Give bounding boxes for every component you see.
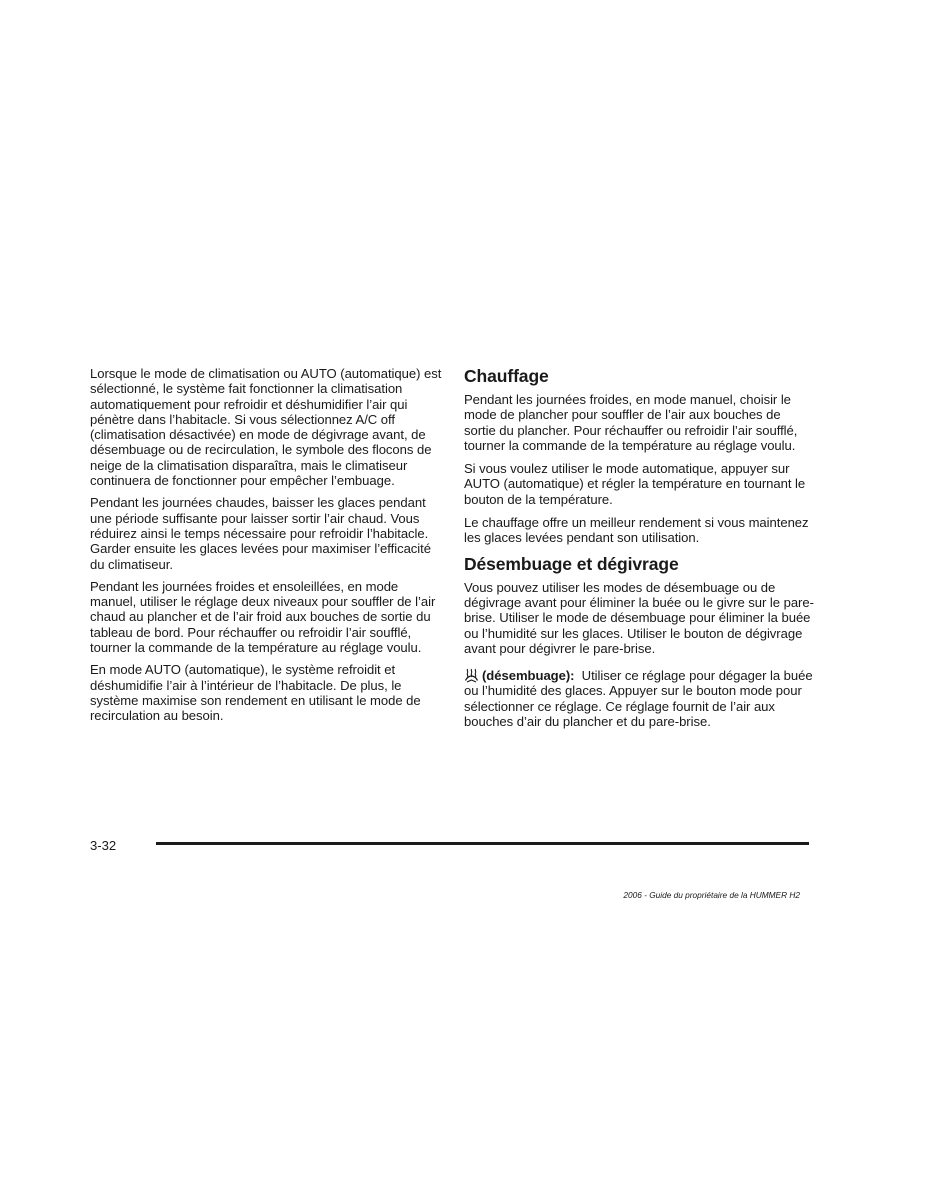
footer-title: 2006 - Guide du propriétaire de la HUMMER H2 (623, 890, 800, 900)
page-number: 3-32 (90, 838, 117, 853)
footer-rule (156, 842, 809, 845)
right-column (464, 366, 814, 737)
heading-chauffage: Chauffage (464, 366, 549, 386)
body-paragraph: Lorsque le mode de climatisation ou AUTO (automatique) est sélectionné, le système fait fonctionner la climatisation automatiquement pour refroidir et déshumidifier l’air qui pénètre dans l’habitacle. Si vous sélectionnez A/C off (climatisation désactivée) en mode de dégivrage avant, de désembuage ou de recirculation, le symbole des flocons de neige de la climatisation disparaîtra, mais le climatiseur continuera de fonctionner pour empêcher l’embuage. (90, 366, 442, 489)
body-paragraph: En mode AUTO (automatique), le système refroidit et déshumidifie l’air à l’intérieur de l’habitacle. De plus, le système maximise son rendement en utilisant le mode de recirculation au besoin. (90, 662, 421, 724)
body-paragraph: Vous pouvez utiliser les modes de désembuage ou de dégivrage avant pour éliminer la buée ou le givre sur le pare-brise. Utiliser le mode de désembuage pour éliminer la buée ou l’humidité sur les glaces. Utiliser le bouton de dégivrage avant pour dégivrer le pare-brise. (464, 579, 814, 656)
body-paragraph: Pendant les journées froides et ensoleillées, en mode manuel, utiliser le réglage deux niveaux pour souffler de l’air chaud au plancher et de l’air froid aux bouches de sortie du tableau de bord. Pour réchauffer ou refroidir l’air soufflé, tourner la commande de la température au réglage voulu. (90, 578, 436, 656)
defog-mode-label: (désembuage): (482, 668, 575, 684)
body-paragraph: Pendant les journées chaudes, baisser les glaces pendant une période suffisante pour laisser sortir l’air chaud. Vous réduirez ainsi le temps nécessaire pour refroidir l’habitacle. Garder ensuite les glaces levées pour maximiser l’efficacité du climatiseur. (90, 495, 431, 572)
body-paragraph: Si vous voulez utiliser le mode automatique, appuyer sur AUTO (automatique) et régler la température en tournant le bouton de la température. (464, 461, 806, 507)
defog-mode-text: Utiliser ce réglage pour dégager la buée ou l’humidité des glaces. Appuyer sur le bouton mode pour sélectionner ce réglage. Ce réglage fournit de l’air aux bouches d’air du plancher et du pare-brise. (464, 668, 813, 730)
defog-mode-paragraph (464, 668, 814, 729)
left-column (90, 366, 442, 731)
heading-desembuage: Désembuage et dégivrage (464, 553, 679, 574)
defog-icon (464, 668, 479, 683)
body-paragraph: Le chauffage offre un meilleur rendement si vous maintenez les glaces levées pendant son utilisation. (464, 515, 809, 546)
body-paragraph: Pendant les journées froides, en mode manuel, choisir le mode de plancher pour souffler de l’air aux bouches de sortie du plancher. Pour réchauffer ou refroidir l’air soufflé, tourner la commande de la température au réglage voulu. (464, 392, 798, 453)
